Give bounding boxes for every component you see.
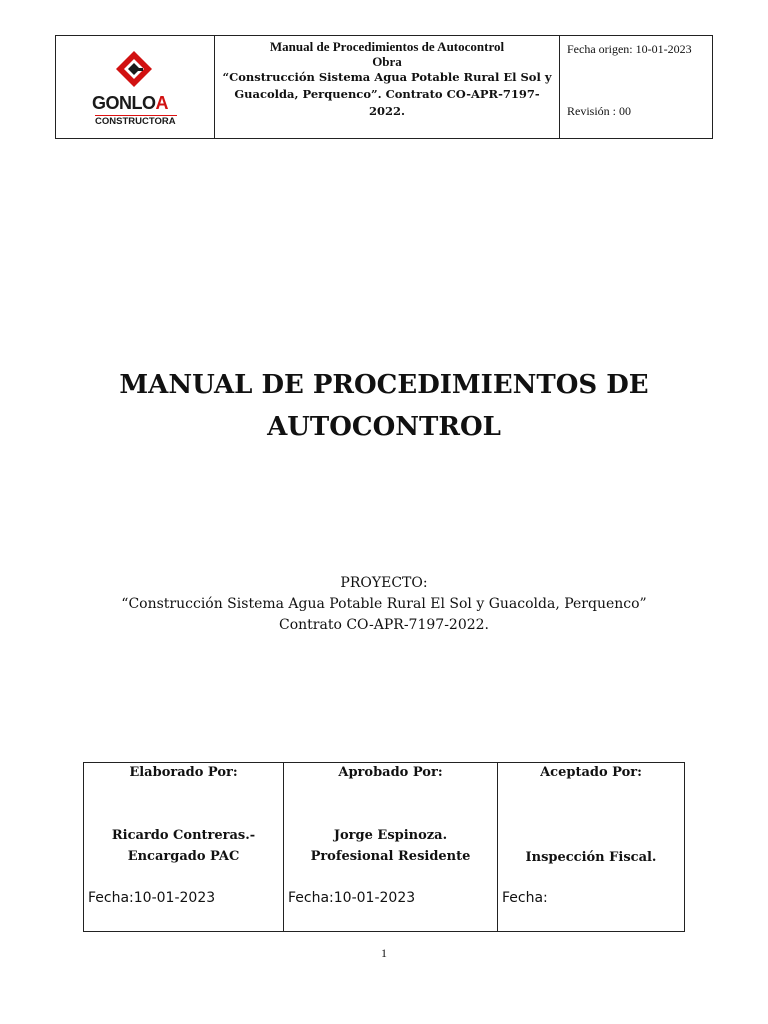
project-block: [0, 573, 768, 636]
header-center-cell: [215, 36, 560, 138]
signature-date: Fecha:: [502, 890, 548, 906]
signature-date: Fecha:10-01-2023: [288, 890, 416, 906]
page-title: [0, 364, 768, 448]
signature-name: Inspección Fiscal.: [525, 850, 657, 865]
revision: Revisión : 00: [567, 104, 632, 118]
logo-wordmark: GONLOA: [92, 93, 168, 113]
header-obra-label: Obra: [372, 54, 402, 69]
header-doc-title: Manual de Procedimientos de Autocontrol: [269, 39, 505, 54]
page-number: 1: [381, 946, 387, 960]
title-line-1: MANUAL DE PROCEDIMIENTOS DE: [119, 370, 649, 400]
signature-table: [83, 762, 685, 932]
signature-heading: Elaborado Por:: [129, 765, 238, 780]
company-logo: [56, 36, 215, 138]
project-contract: Contrato CO-APR-7197-2022.: [279, 617, 489, 633]
signature-cell-aprobado: [284, 763, 498, 931]
project-name: “Construcción Sistema Agua Potable Rural El Sol y Guacolda, Perquenco”: [121, 596, 647, 612]
document-header-table: [55, 35, 713, 139]
signature-cell-aceptado: [498, 763, 684, 931]
title-line-2: AUTOCONTROL: [267, 412, 501, 442]
signature-heading: Aceptado Por:: [540, 765, 642, 780]
signature-cell-elaborado: [84, 763, 284, 931]
signature-heading: Aprobado Por:: [338, 765, 443, 780]
fecha-origen: Fecha origen: 10-01-2023: [567, 42, 692, 56]
signature-name: Jorge Espinoza. Profesional Residente: [310, 828, 471, 864]
project-label: PROYECTO:: [340, 575, 428, 591]
header-right-cell: [560, 36, 712, 138]
header-obra-description: “Construcción Sistema Agua Potable Rural El Sol y Guacolda, Perquenco”. Contrato CO-APR-7197-2022.: [222, 70, 552, 118]
logo-subtitle: CONSTRUCTORA: [95, 116, 176, 127]
signature-date: Fecha:10-01-2023: [88, 890, 216, 906]
signature-name: Ricardo Contreras.- Encargado PAC: [111, 828, 256, 864]
gonloa-logo-icon: [116, 51, 152, 91]
